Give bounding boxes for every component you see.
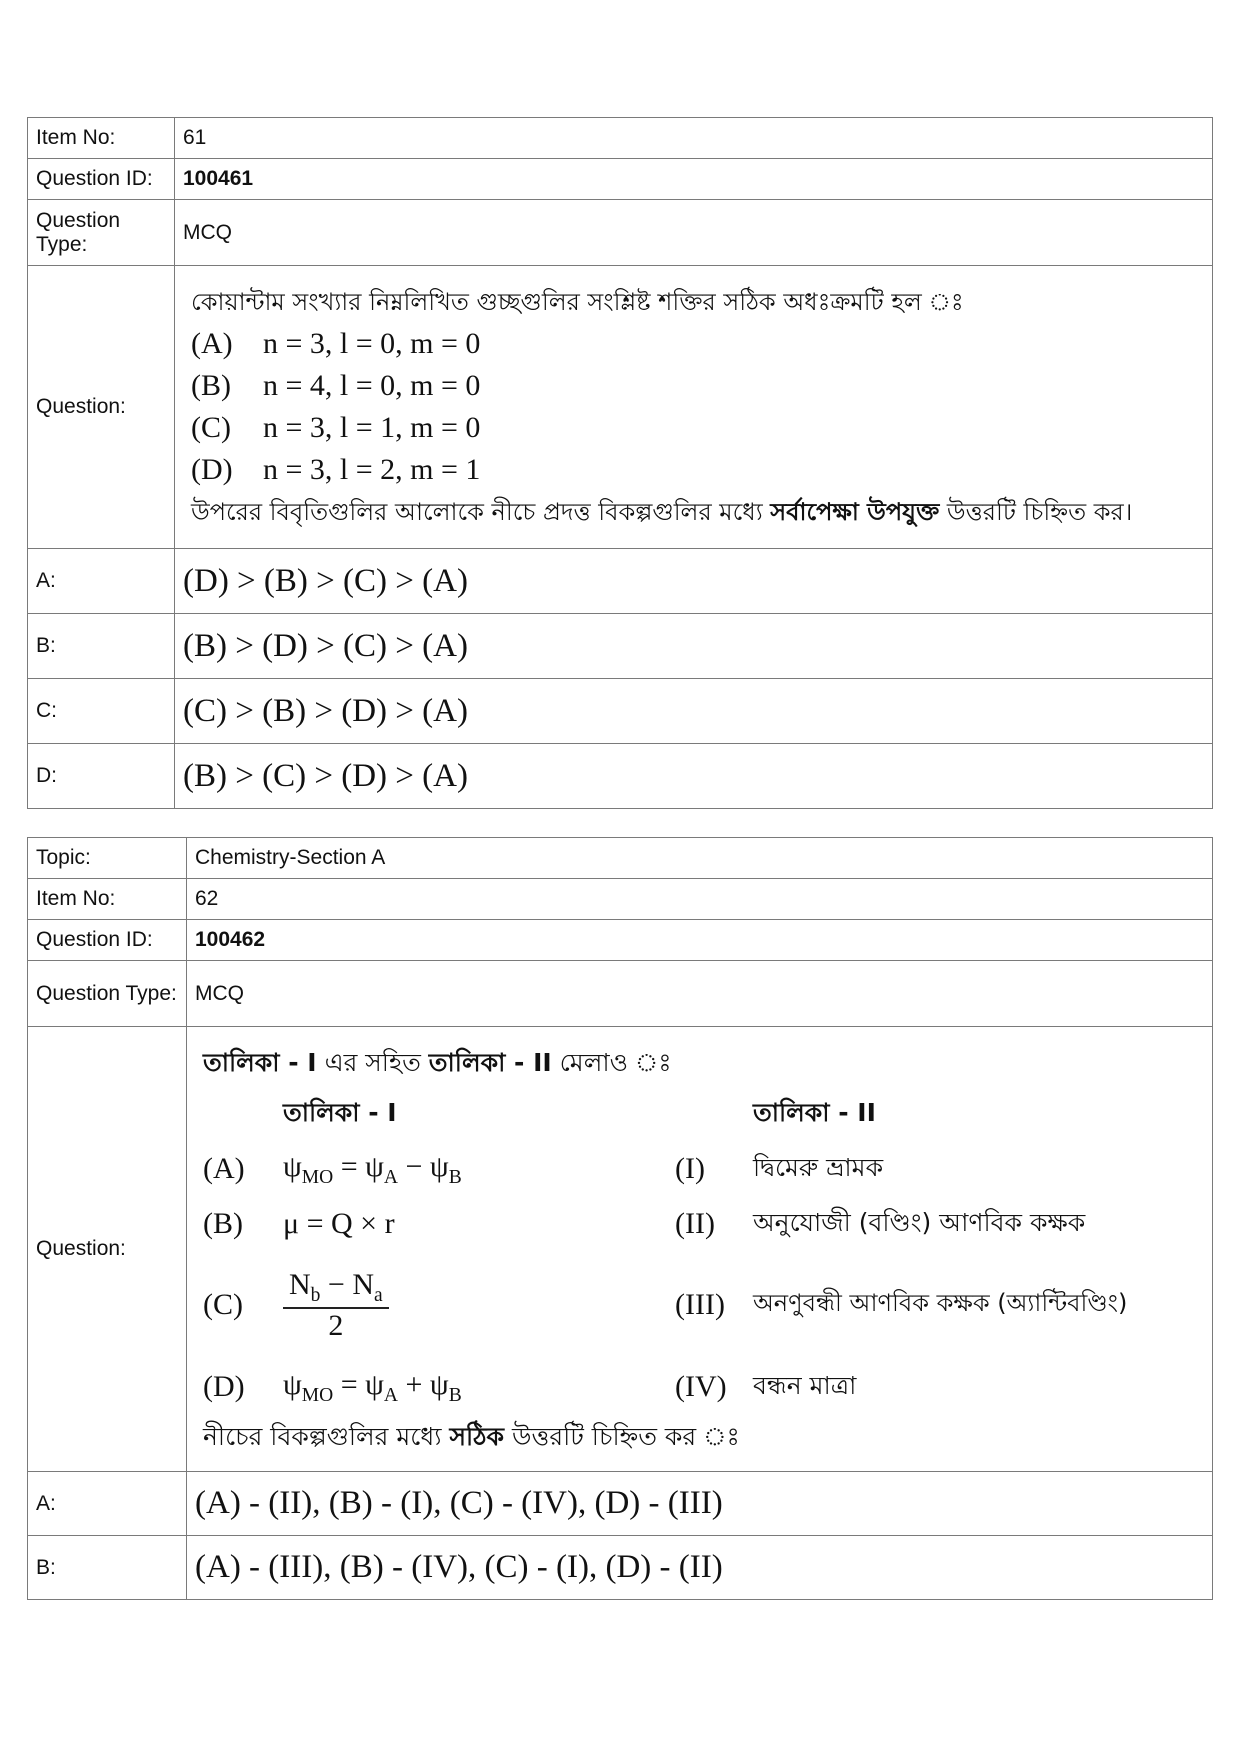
answer-label: C: xyxy=(28,679,175,744)
answer-text: (B) > (C) > (D) > (A) xyxy=(175,744,1213,809)
list-2-title: তালিকা - II xyxy=(753,1097,876,1127)
question-stem: কোয়ান্টাম সংখ্যার নিম্নলিখিত গুচ্ছগুলির সংশ্লিষ্ট শক্তির সঠিক অধঃক্রমটি হল ঃ xyxy=(191,288,964,316)
answer-row-b xyxy=(28,1536,1213,1600)
match-table xyxy=(203,1087,1204,1415)
answer-text: (B) > (D) > (C) > (A) xyxy=(175,614,1213,679)
answer-label: B: xyxy=(28,1536,187,1600)
match-row-b: (B) μ = Q × r (II) অনুযোজী (বণ্ডিং) আণবিক কক্ষক xyxy=(203,1197,1204,1251)
match-row-a: (A) $\psi_{MO} = \psi_A - \psi_B$ (I) দ্বিমেরু ভ্রামক xyxy=(203,1141,1204,1197)
topic-row xyxy=(28,838,1213,879)
answer-text: (C) > (B) > (D) > (A) xyxy=(175,679,1213,744)
question-table-61 xyxy=(27,117,1213,809)
question-label: Question: xyxy=(28,1027,187,1472)
answer-text: (D) > (B) > (C) > (A) xyxy=(175,549,1213,614)
quantum-option-c: (C) n = 3, l = 1, m = 0 xyxy=(191,411,481,444)
list-2-item: দ্বিমেরু ভ্রামক xyxy=(753,1152,884,1182)
item-no-value: 61 xyxy=(175,118,1213,159)
answer-text: (A) - (II), (B) - (I), (C) - (IV), (D) - (III) xyxy=(187,1472,1213,1536)
match-header-row xyxy=(203,1087,1204,1141)
answer-label: B: xyxy=(28,614,175,679)
question-body xyxy=(187,1027,1213,1472)
question-table-62 xyxy=(27,837,1213,1600)
bond-order-fraction: $\frac{N_b - N_a}{2}$ xyxy=(283,1268,389,1343)
item-no-row xyxy=(28,118,1213,159)
item-no-value: 62 xyxy=(187,879,1213,920)
question-id-label: Question ID: xyxy=(28,159,175,200)
question-type-value: MCQ xyxy=(175,200,1213,266)
question-type-row xyxy=(28,200,1213,266)
answer-text: (A) - (III), (B) - (IV), (C) - (I), (D) - (II) xyxy=(187,1536,1213,1600)
answer-row-d xyxy=(28,744,1213,809)
quantum-option-b: (B) n = 4, l = 0, m = 0 xyxy=(191,369,481,402)
item-no-row xyxy=(28,879,1213,920)
question-instruction: উপরের বিবৃতিগুলির আলোকে নীচে প্রদত্ত বিকল্পগুলির মধ্যে সর্বাপেক্ষা উপযুক্ত উত্তরটি চিহ্নিত কর। xyxy=(191,498,1133,526)
match-heading: তালিকা - I এর সহিত তালিকা - II মেলাও ঃ xyxy=(203,1048,672,1077)
expr-dipole: μ = Q × r xyxy=(283,1207,395,1240)
match-row-d: (D) $\psi_{MO} = \psi_A + \psi_B$ (IV) বন্ধন মাত্রা xyxy=(203,1359,1204,1415)
answer-label: A: xyxy=(28,1472,187,1536)
match-row-c: (C) $\frac{N_b - N_a}{2}$ (III) অনণুবন্ধী আণবিক কক্ষক (অ্যান্টিবণ্ডিং) xyxy=(203,1251,1204,1359)
question-instruction: নীচের বিকল্পগুলির মধ্যে সঠিক উত্তরটি চিহ্নিত কর ঃ xyxy=(203,1422,740,1451)
question-id-value: 100462 xyxy=(187,920,1213,961)
question-id-label: Question ID: xyxy=(28,920,187,961)
question-type-value: MCQ xyxy=(187,961,1213,1027)
answer-row-a xyxy=(28,1472,1213,1536)
answer-label: A: xyxy=(28,549,175,614)
item-no-label: Item No: xyxy=(28,879,187,920)
topic-label: Topic: xyxy=(28,838,187,879)
list-1-title: তালিকা - I xyxy=(283,1097,397,1127)
topic-value: Chemistry-Section A xyxy=(187,838,1213,879)
question-row xyxy=(28,1027,1213,1472)
answer-row-b xyxy=(28,614,1213,679)
question-row xyxy=(28,266,1213,549)
answer-row-c xyxy=(28,679,1213,744)
question-type-label: Question Type: xyxy=(28,200,175,266)
question-body xyxy=(175,266,1213,549)
list-2-item: অনণুবন্ধী আণবিক কক্ষক (অ্যান্টিবণ্ডিং) xyxy=(753,1289,1128,1317)
list-2-item: বন্ধন মাত্রা xyxy=(753,1370,857,1400)
expr-psi-minus: $\psi_{MO} = \psi_A - \psi_B$ xyxy=(283,1149,462,1188)
question-type-row xyxy=(28,961,1213,1027)
item-no-label: Item No: xyxy=(28,118,175,159)
question-label: Question: xyxy=(28,266,175,549)
question-type-label: Question Type: xyxy=(28,961,187,1027)
quantum-option-d: (D) n = 3, l = 2, m = 1 xyxy=(191,453,481,486)
answer-row-a xyxy=(28,549,1213,614)
question-id-row xyxy=(28,920,1213,961)
answer-label: D: xyxy=(28,744,175,809)
expr-psi-plus: $\psi_{MO} = \psi_A + \psi_B$ xyxy=(283,1367,462,1406)
list-2-item: অনুযোজী (বণ্ডিং) আণবিক কক্ষক xyxy=(753,1207,1086,1237)
expr-bond-order xyxy=(283,1251,675,1359)
question-id-value: 100461 xyxy=(175,159,1213,200)
quantum-option-a: (A) n = 3, l = 0, m = 0 xyxy=(191,327,481,360)
question-id-row xyxy=(28,159,1213,200)
